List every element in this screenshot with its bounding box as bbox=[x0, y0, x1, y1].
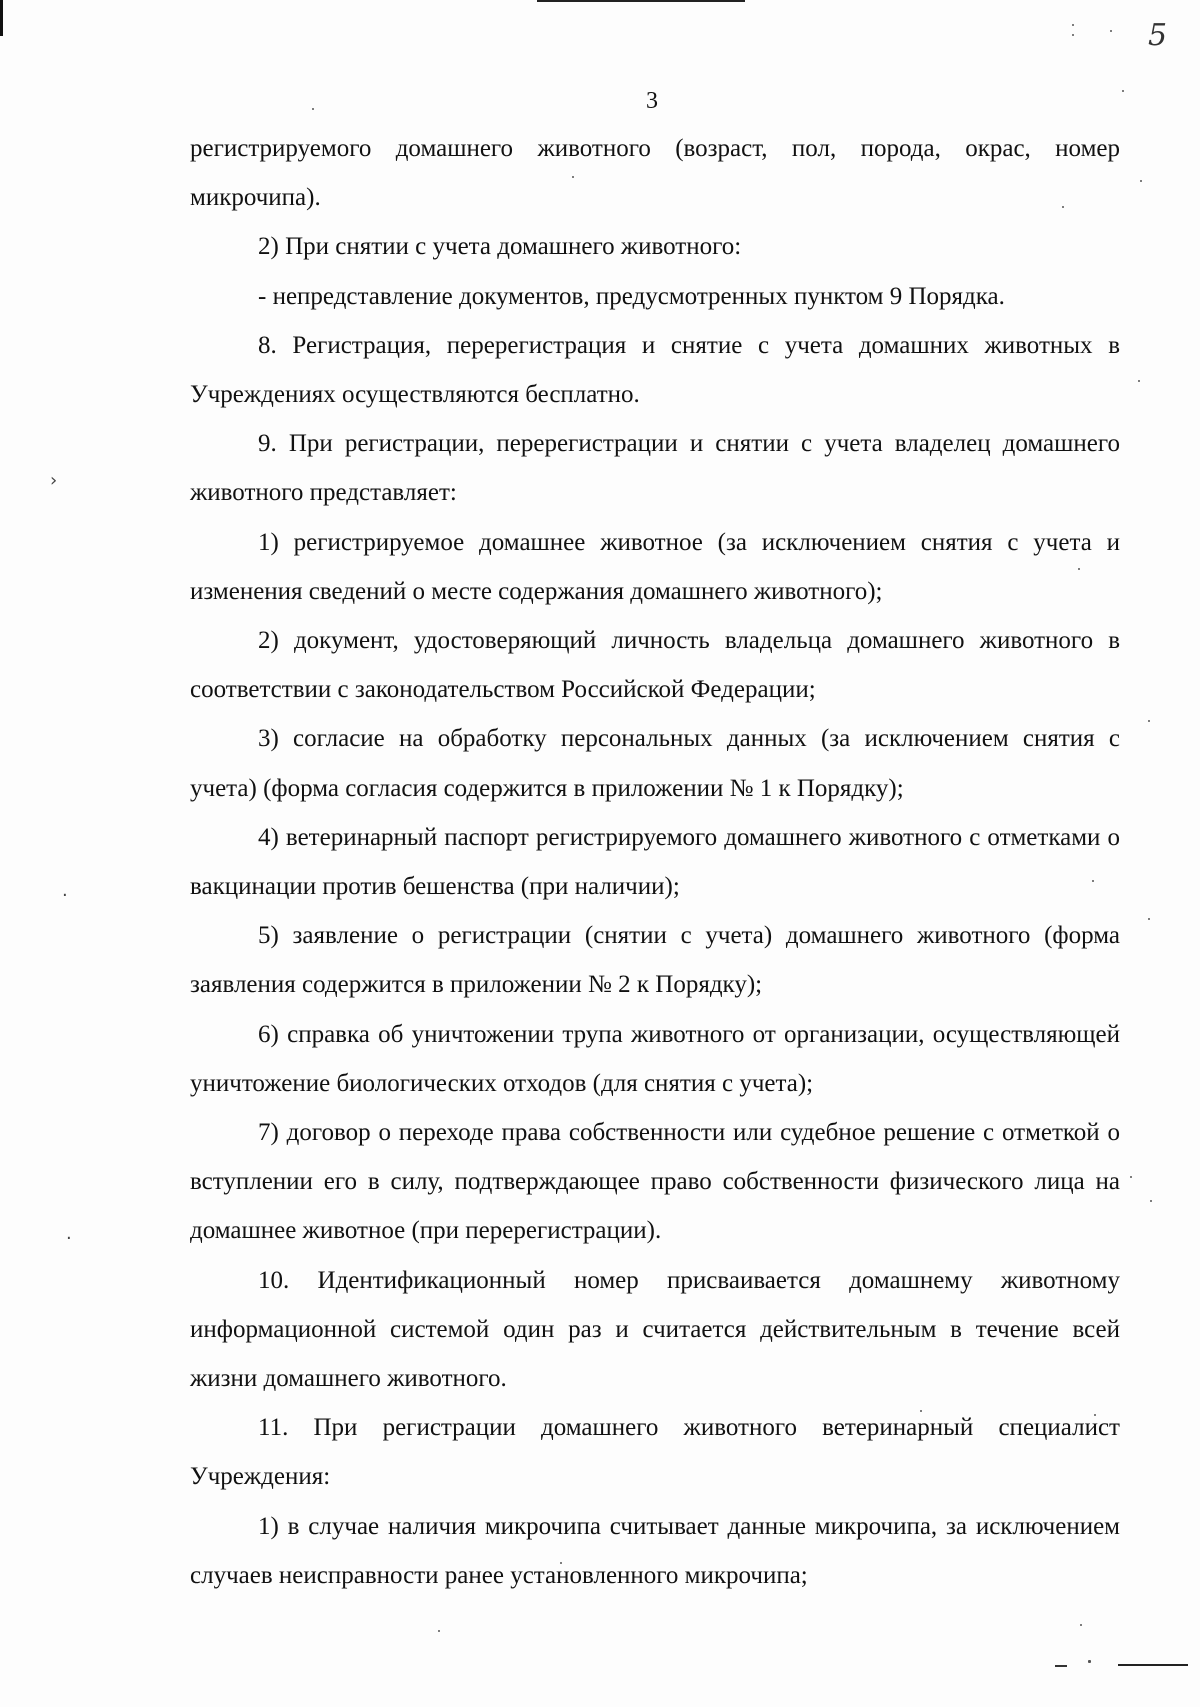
paragraph-9-4: 4) ветеринарный паспорт регистрируемого домашнего животного с отметками о вакцинации против бешенства (при наличии); bbox=[190, 823, 1120, 901]
margin-scan-artifact: · bbox=[66, 1228, 72, 1249]
paragraph-2-removal: 2) При снятии с учета домашнего животного: bbox=[258, 233, 742, 261]
scan-speck bbox=[1140, 180, 1142, 182]
margin-scan-artifact: › bbox=[50, 470, 58, 491]
bottom-rule-short bbox=[1055, 1665, 1067, 1667]
scan-speck bbox=[1088, 1660, 1091, 1663]
scan-speck bbox=[1122, 90, 1124, 92]
paragraph-9-5: 5) заявление о регистрации (снятии с учета) домашнего животного (форма заявления содержится в приложении № 2 к Порядку); bbox=[190, 922, 1120, 999]
paragraph-9: 9. При регистрации, перерегистрации и снятии с учета владелец домашнего животного представляет: bbox=[190, 430, 1120, 507]
paragraph-11-1: 1) в случае наличия микрочипа считывает данные микрочипа, за исключением случаев неисправности ранее установленного микрочипа; bbox=[190, 1512, 1120, 1589]
scan-speck bbox=[1072, 24, 1074, 26]
scan-speck bbox=[1148, 918, 1150, 920]
handwritten-page-mark: 5 bbox=[1148, 18, 1168, 53]
scan-speck bbox=[1150, 1200, 1152, 1202]
paragraph-cont-1: регистрируемого домашнего животного (возраст, пол, порода, окрас, номер микрочипа). bbox=[190, 135, 1120, 212]
scan-speck bbox=[1080, 1624, 1082, 1626]
scan-speck bbox=[1148, 720, 1150, 722]
top-rule bbox=[537, 0, 745, 2]
margin-scan-artifact: · bbox=[62, 885, 68, 906]
paragraph-9-6: 6) справка об уничтожении трупа животного от организации, осуществляющей уничтожение биологических отходов (для снятия с учета); bbox=[190, 1020, 1120, 1097]
paragraph-9-7: 7) договор о переходе права собственности или судебное решение с отметкой о вступлении его в силу, подтверждающее право собственности физического лица на домашнее животное (при перерегистрации). bbox=[190, 1119, 1120, 1245]
scan-speck bbox=[1110, 30, 1112, 32]
paragraph-11: 11. При регистрации домашнего животного ветеринарный специалист Учреждения: bbox=[190, 1414, 1120, 1491]
paragraph-9-3: 3) согласие на обработку персональных данных (за исключением снятия с учета) (форма согласия содержится в приложении № 1 к Порядку); bbox=[190, 725, 1120, 802]
paragraph-8: 8. Регистрация, перерегистрация и снятие с учета домашних животных в Учреждениях осуществляются бесплатно. bbox=[190, 331, 1120, 409]
scan-speck bbox=[1130, 1176, 1132, 1178]
scan-speck bbox=[1072, 34, 1074, 36]
scan-speck bbox=[1138, 380, 1140, 382]
scan-edge-mark bbox=[0, 0, 3, 36]
paragraph-10: 10. Идентификационный номер присваивается домашнему животному информационной системой один раз и считается действительным в течение всей жизни домашнего животного. bbox=[190, 1266, 1120, 1393]
paragraph-9-2: 2) документ, удостоверяющий личность владельца домашнего животного в соответствии с законодательством Российской Федерации; bbox=[190, 627, 1120, 704]
bottom-rule bbox=[1118, 1664, 1188, 1666]
scan-speck bbox=[312, 108, 314, 110]
document-body bbox=[190, 124, 1120, 1600]
paragraph-2-nondoc: - непредставление документов, предусмотренных пунктом 9 Порядка. bbox=[258, 282, 1005, 310]
paragraph-9-1: 1) регистрируемое домашнее животное (за исключением снятия с учета и изменения сведений о месте содержания домашнего животного); bbox=[190, 528, 1120, 605]
scan-speck bbox=[438, 1630, 440, 1632]
page-number: 3 bbox=[646, 88, 658, 114]
